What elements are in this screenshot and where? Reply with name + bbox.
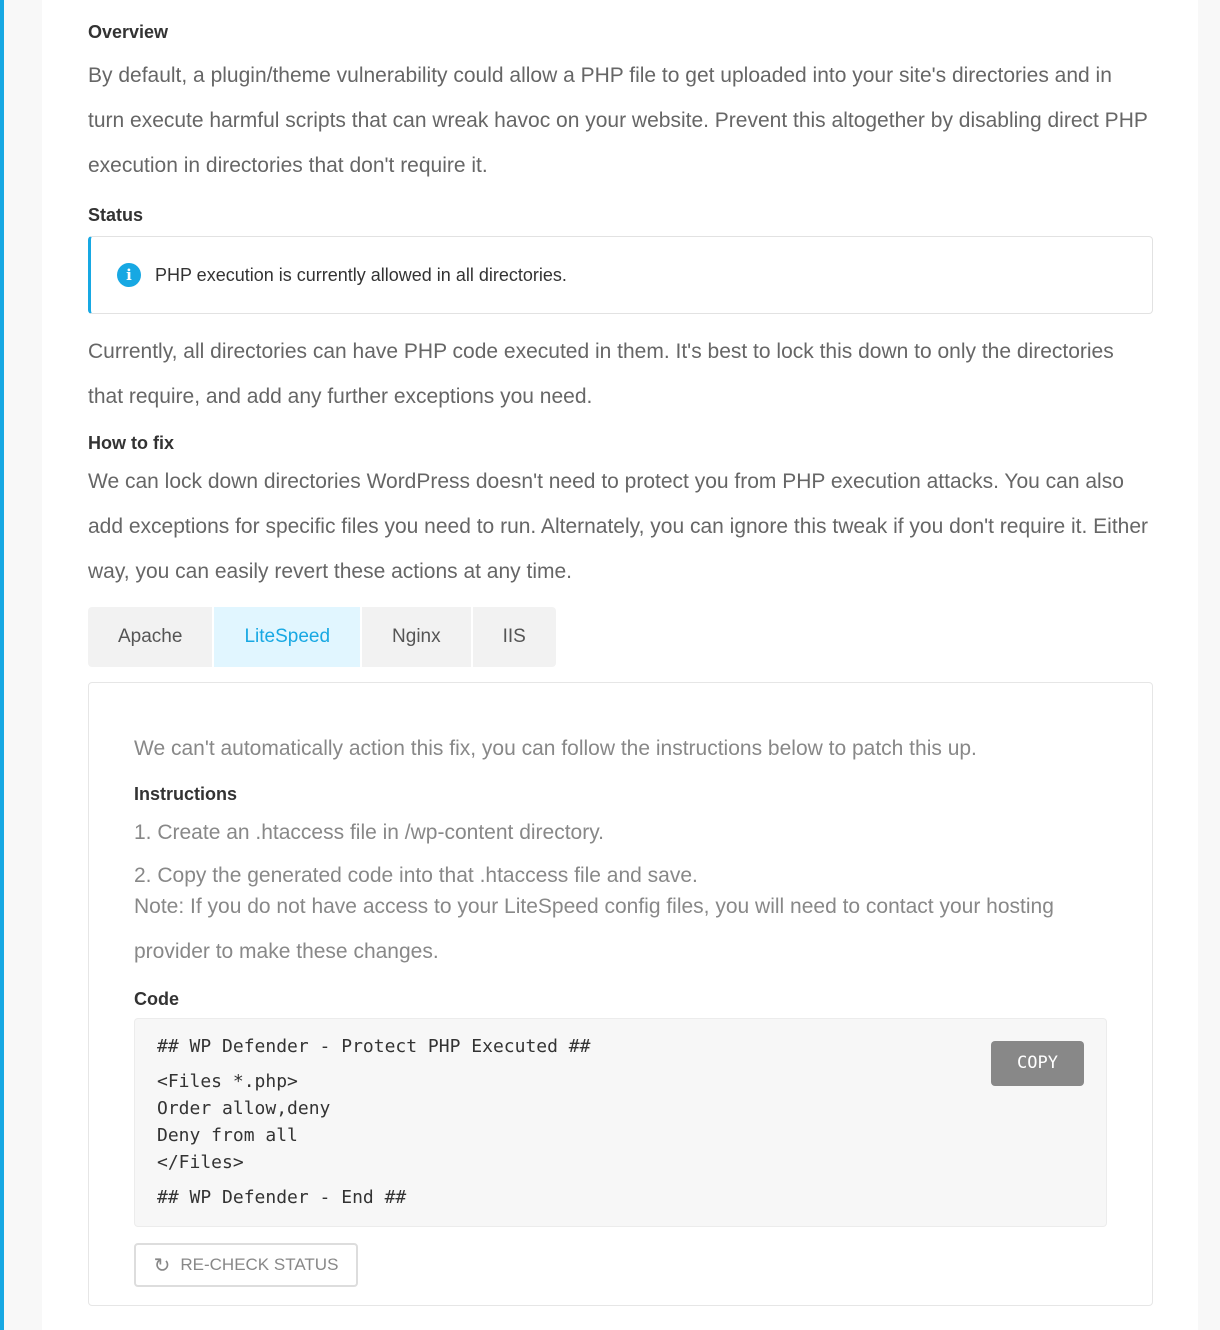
fix-heading: How to fix (88, 433, 174, 453)
sidebar-edge (0, 0, 4, 1330)
code-line: Deny from all (157, 1125, 298, 1146)
status-heading: Status (88, 205, 144, 225)
copy-button[interactable]: COPY (991, 1041, 1084, 1086)
instructions-heading: Instructions (134, 784, 238, 804)
status-notice (88, 236, 1153, 314)
tab-litespeed[interactable]: LiteSpeed (214, 607, 360, 667)
tab-panel (88, 682, 1153, 1306)
tab-iis[interactable]: IIS (473, 607, 556, 667)
step-2: 2. Copy the generated code into that .htaccess file and save. (134, 864, 698, 887)
intro-text: We can't automatically action this fix, you can follow the instructions below to patch this up. (134, 737, 977, 760)
refresh-icon: ↻ (153, 1254, 171, 1277)
info-icon: i (117, 263, 141, 287)
content-panel (42, 0, 1198, 1330)
code-line: <Files *.php> (157, 1071, 298, 1092)
step-1: 1. Create an .htaccess file in /wp-content directory. (134, 821, 604, 844)
code-line: </Files> (157, 1152, 244, 1173)
code-line: Order allow,deny (157, 1098, 331, 1119)
recheck-status-button[interactable] (134, 1243, 358, 1287)
recheck-label: RE-CHECK STATUS (180, 1255, 339, 1274)
note-text: Note: If you do not have access to your LiteSpeed config files, you will need to contact your hosting provider to make these changes. (134, 895, 1054, 963)
status-notice-text: PHP execution is currently allowed in all directories. (155, 264, 567, 285)
server-tabs (88, 607, 1153, 667)
code-line: ## WP Defender - Protect PHP Executed ## (157, 1036, 591, 1057)
overview-heading: Overview (88, 22, 169, 42)
status-text: Currently, all directories can have PHP code executed in them. It's best to lock this down to only the directories that require, and add any further exceptions you need. (88, 340, 1114, 408)
tab-nginx[interactable]: Nginx (362, 607, 471, 667)
tab-apache[interactable]: Apache (88, 607, 212, 667)
fix-text: We can lock down directories WordPress doesn't need to protect you from PHP execution attacks. You can also add exceptions for specific files you need to run. Alternately, you can ignore this tweak if you don't require it. Either way, you can easily revert these actions at any time. (88, 470, 1149, 583)
code-block[interactable] (134, 1018, 1107, 1227)
overview-text: By default, a plugin/theme vulnerability could allow a PHP file to get uploaded into your site's directories and in turn execute harmful scripts that can wreak havoc on your website. Prevent this altogether by disabling direct PHP execution in directories that don't require it. (88, 64, 1148, 177)
code-line: ## WP Defender - End ## (157, 1187, 407, 1208)
code-heading: Code (134, 989, 179, 1009)
